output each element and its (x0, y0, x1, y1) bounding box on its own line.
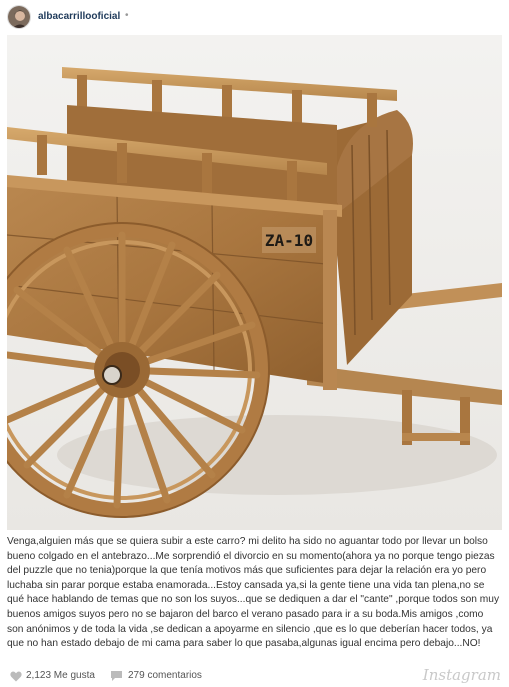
likes-count[interactable]: 2,123 Me gusta (26, 670, 95, 681)
instagram-logo: Instagram (422, 666, 501, 684)
caption-text: Venga,alguien más que se quiera subir a este carro? mi delito ha sido no aguantar todo por llevar un bolso bueno colgado en el antebrazo...Me sorprendió el divorcio en su momento(ahora ya no porque tengo piezas del puzzle que no tenia)porque la que tenía motivos más que suficientes para dejar la relación era yo pero luchaba sin parar porque estaba enamorada...Estoy cansada ya,si la gente tiene una vida tan plena,no se qué hace hablando de temas que no son los suyos...que se dediquen a dar el "cante" ,porque todos son muy buenos amigos suyos pero no se bajaron del barco el verano pasado para ir a su boda.Mis amigos ,como son anónimos y de toda la vida ,se dedican a apoyarme en silencio ,que es lo que deberían hacer todos, ya que no han estado debajo de mi cama para saber lo que pasaba,algunas igual encima pero debajo...NO! (7, 536, 500, 650)
wooden-cart-image (7, 35, 502, 530)
post-header (0, 0, 509, 34)
username-link[interactable]: albacarrillooficial (38, 11, 121, 22)
cart-plate-text: ZA-10 (264, 231, 314, 250)
post-caption (7, 535, 502, 652)
user-avatar[interactable] (7, 5, 31, 29)
post-photo[interactable] (7, 35, 502, 530)
header-separator: • (125, 10, 129, 21)
heart-icon[interactable] (10, 669, 22, 687)
post-footer (0, 666, 509, 684)
comment-icon[interactable] (110, 669, 123, 687)
comments-count[interactable]: 279 comentarios (128, 670, 202, 681)
